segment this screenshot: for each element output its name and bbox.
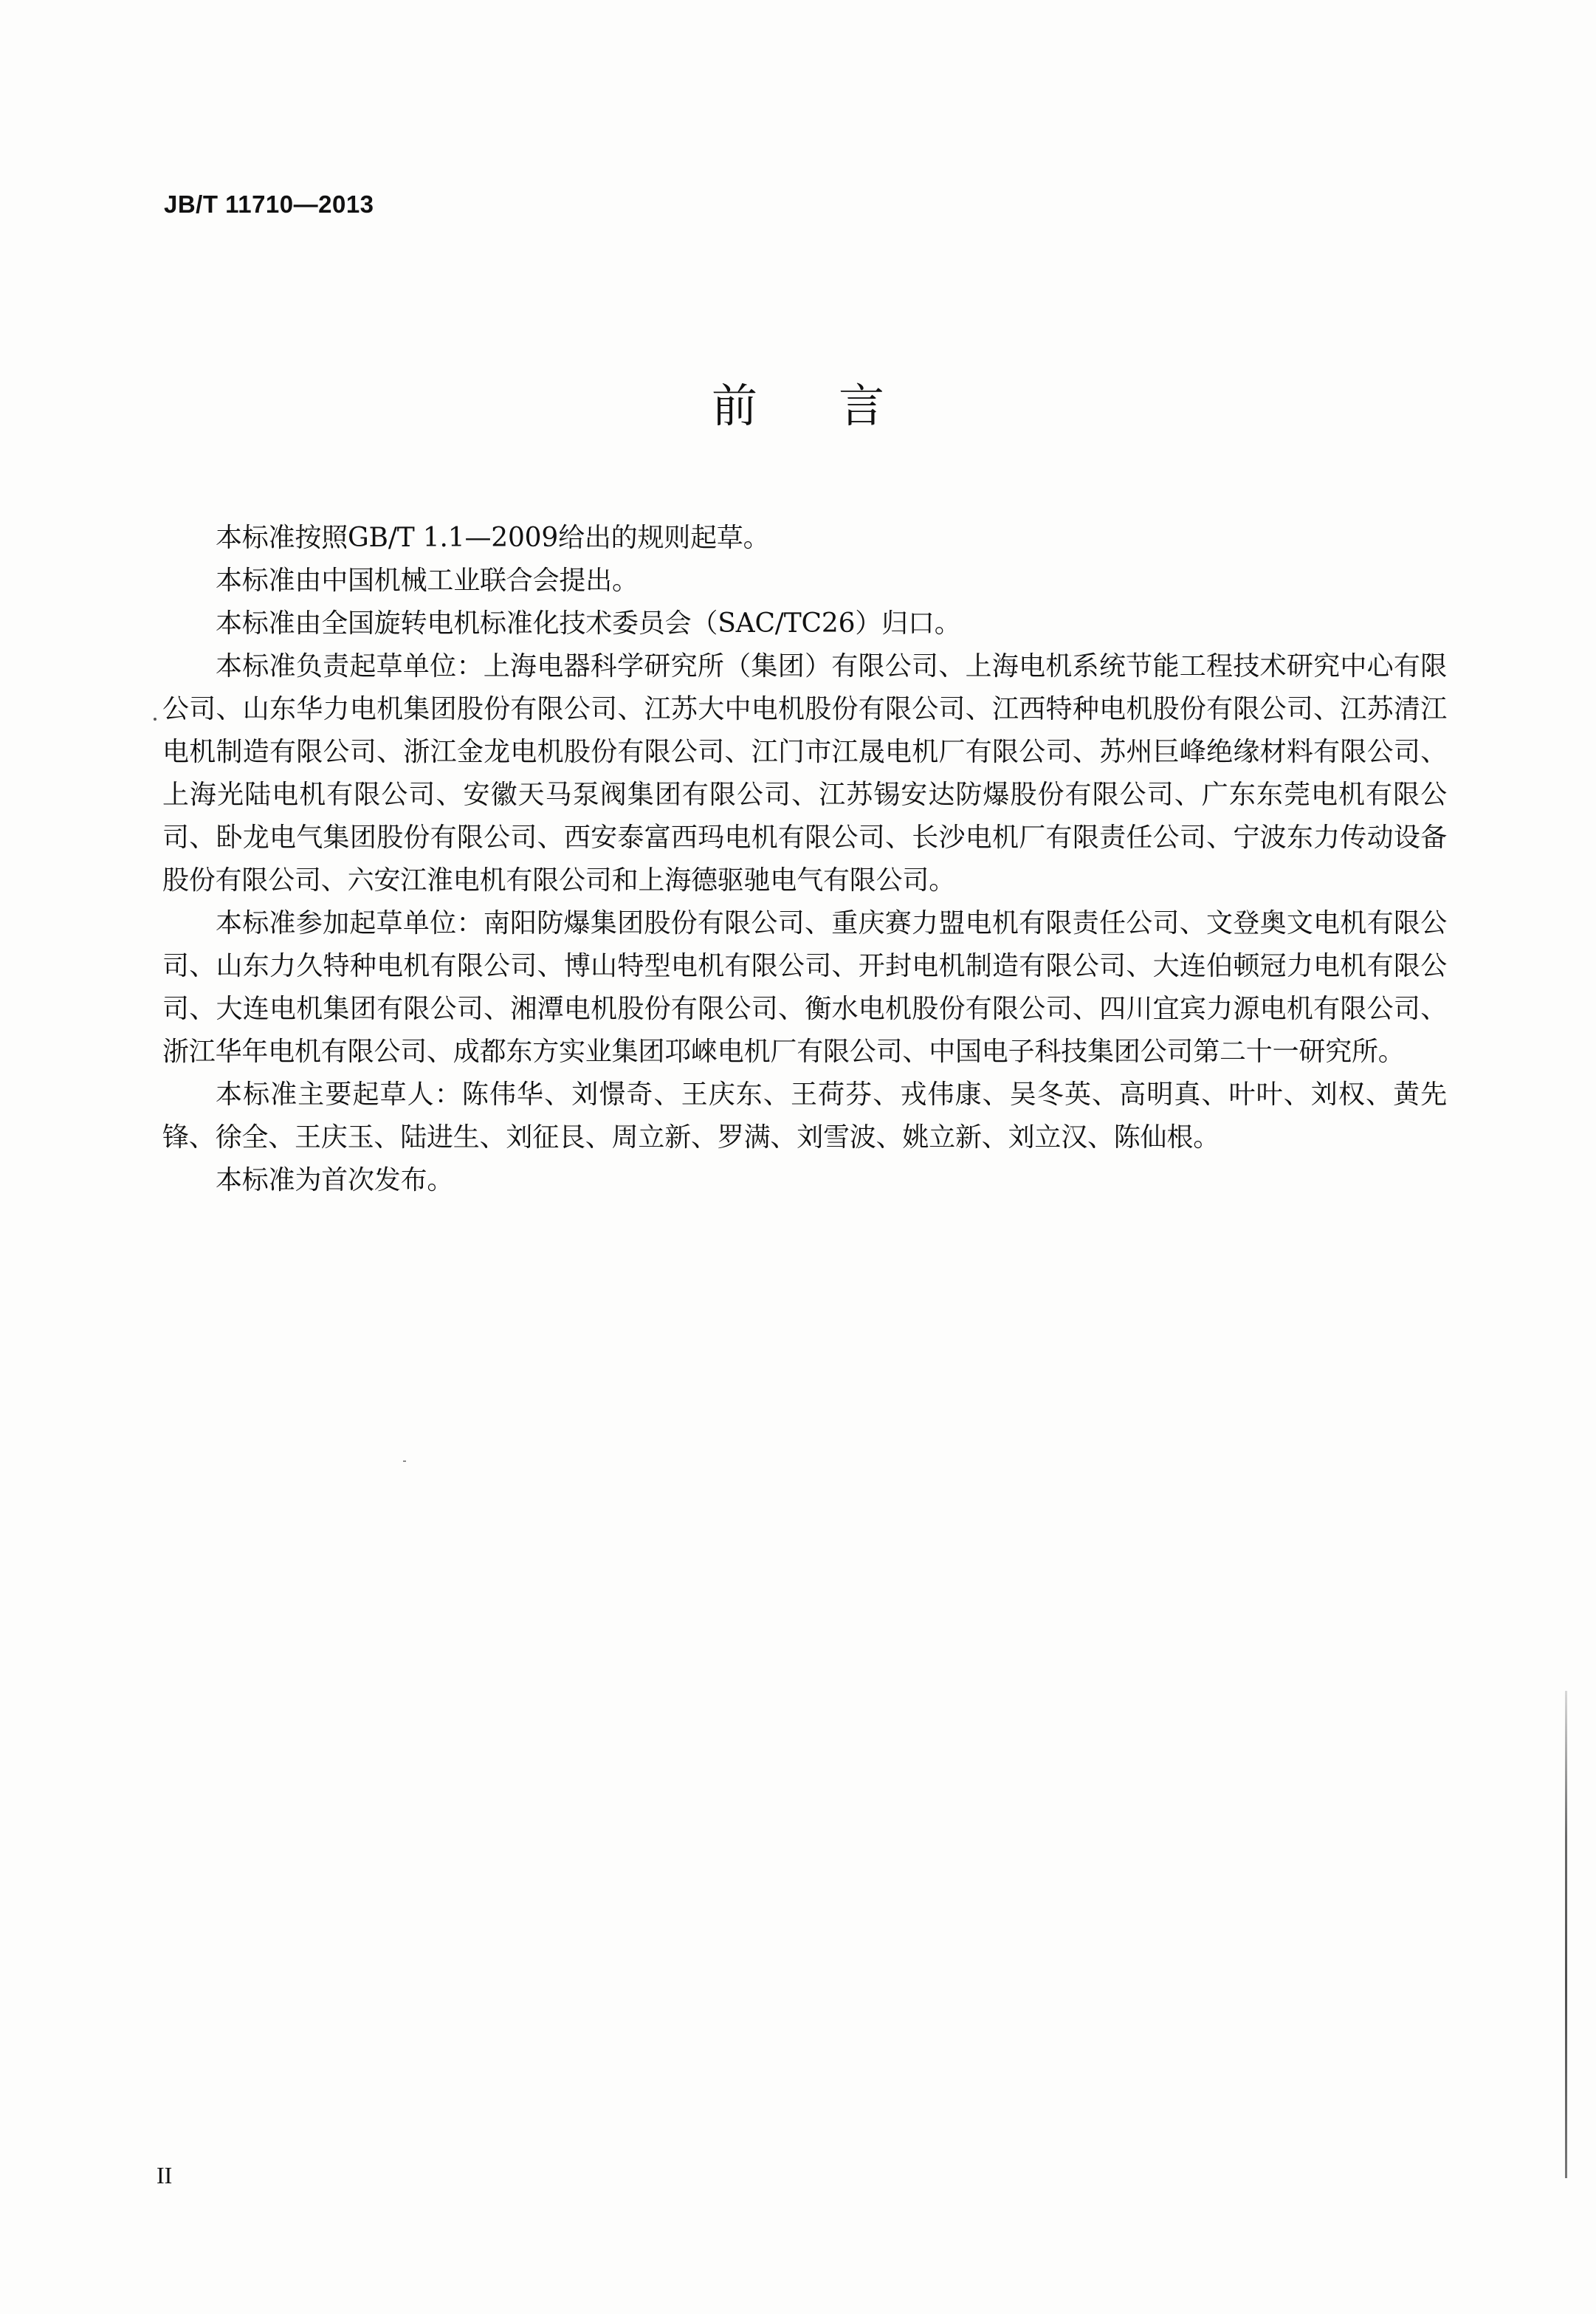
paragraph-main-drafters: 本标准主要起草人：陈伟华、刘憬奇、王庆东、王荷芬、戎伟康、吴冬英、高明真、叶叶、刘权、黄先锋、徐全、王庆玉、陆进生、刘征艮、周立新、罗满、刘雪波、姚立新、刘立汉、陈仙根。 xyxy=(162,1079,1447,1153)
scan-artifact-speck xyxy=(403,1460,406,1462)
paragraph-proposed-by: 本标准由中国机械工业联合会提出。 xyxy=(216,566,639,596)
foreword-title: 前言 xyxy=(711,379,966,433)
page-number: II xyxy=(156,2162,173,2188)
paragraph-drafting-rules: 本标准按照GB/T 1.1—2009给出的规则起草。 xyxy=(216,523,770,553)
standard-number: JB/T 11710—2013 xyxy=(164,190,374,218)
scan-artifact-dot xyxy=(154,718,156,721)
scan-edge-line xyxy=(1565,1691,1567,2178)
paragraph-participating-units: 本标准参加起草单位：南阳防爆集团股份有限公司、重庆赛力盟电机有限责任公司、文登奥文电机有限公司、山东力久特种电机有限公司、博山特型电机有限公司、开封电机制造有限公司、大连伯顿冠力电机有限公司、大连电机集团有限公司、湘潭电机股份有限公司、衡水电机股份有限公司、四川宜宾力源电机有限公司、浙江华年电机有限公司、成都东方实业集团邛崍电机厂有限公司、中国电子科技集团公司第二十一研究所。 xyxy=(162,908,1447,1067)
paragraph-first-release: 本标准为首次发布。 xyxy=(216,1165,454,1195)
paragraph-administered-by: 本标准由全国旋转电机标准化技术委员会（SAC/TC26）归口。 xyxy=(216,608,961,639)
paragraph-responsible-units: 本标准负责起草单位：上海电器科学研究所（集团）有限公司、上海电机系统节能工程技术研究中心有限公司、山东华力电机集团股份有限公司、江苏大中电机股份有限公司、江西特种电机股份有限公司、江苏清江电机制造有限公司、浙江金龙电机股份有限公司、江门市江晟电机厂有限公司、苏州巨峰绝缘材料有限公司、上海光陆电机有限公司、安徽天马泵阀集团有限公司、江苏锡安达防爆股份有限公司、广东东莞电机有限公司、卧龙电气集团股份有限公司、西安泰富西玛电机有限公司、长沙电机厂有限责任公司、宁波东力传动设备股份有限公司、六安江淮电机有限公司和上海德驱驰电气有限公司。 xyxy=(162,651,1447,896)
foreword-body xyxy=(162,517,1447,1202)
